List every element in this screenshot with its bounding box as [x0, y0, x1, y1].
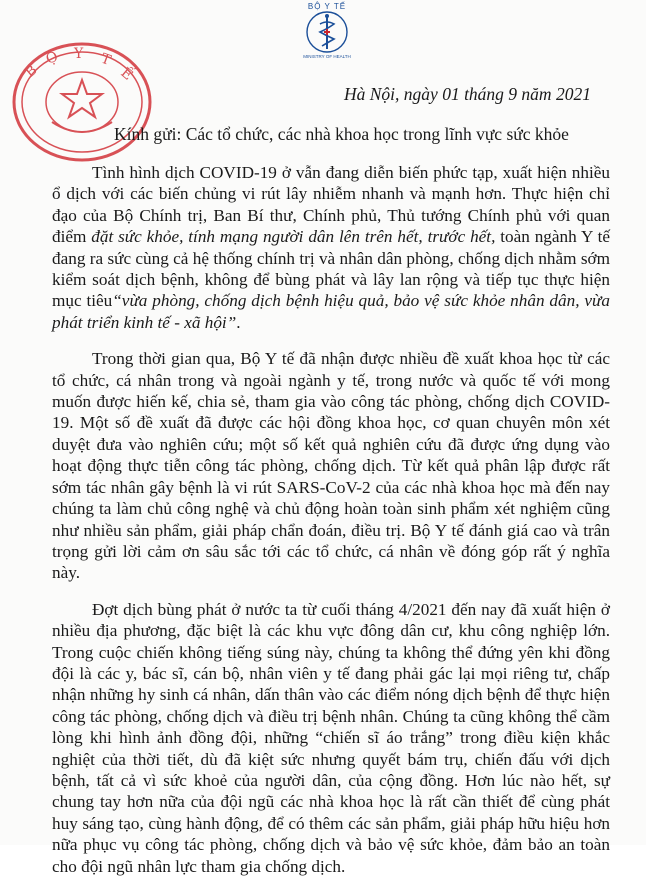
- paragraph-3: Đợt dịch bùng phát ở nước ta từ cuối tháng 4/2021 đến nay đã xuất hiện ở nhiều địa phương, đặc biệt là các khu vực đông dân cư, khu công nghiệp lớn. Trong cuộc chiến không tiếng súng này, chúng ta không thể đứng yên khi đồng đội là các y, bác sĩ, cán bộ, nhân viên y tế đang phải gác lại mọi riêng tư, chấp nhận những hy sinh cá nhân, dấn thân vào các điểm nóng dịch bệnh để thực hiện công tác phòng, chống dịch và điều trị bệnh nhân. Chúng ta cũng không thể cầm lòng khi hình ảnh đồng đội, những “chiến sĩ áo trắng” trong điều kiện khắc nghiệt của thời tiết, dù đã kiệt sức nhưng quyết bám trụ, chiến đấu với dịch bệnh, tất cả vì sức khoẻ của người dân, của cộng đồng. Hơn lúc nào hết, sự chung tay hơn nữa của đội ngũ các nhà khoa học là rất cần thiết để cùng phát huy sáng tạo, cùng hành động, để có thêm các sản phẩm, giải pháp hữu hiệu hơn nữa phục vụ công tác phòng, chống dịch và bảo vệ sức khỏe, đảm bảo an toàn cho đội ngũ nhân lực tham gia chống dịch.: [52, 599, 610, 876]
- paragraph-1-part-1: Tình hình dịch COVID-19 ở vẫn đang diễn biến phức tạp, xuất hiện nhiều ổ dịch với các biến chủng vi rút lây nhiễm nhanh và mạnh hơn. Thực hiện chỉ đạo của Bộ Chính trị, Ban Bí thư, Chính phủ, Thủ tướng Chính phủ với quan điểm: [52, 163, 610, 247]
- paragraph-1-emphasis-2: “vừa phòng, chống dịch bệnh hiệu quả, bảo vệ sức khỏe nhân dân, vừa phát triển kinh tế - xã hội”: [52, 291, 610, 332]
- paragraph-1-part-2: toàn ngành Y tế đang ra sức cùng cả hệ thống chính trị và nhân dân phòng, chống dịch nhằm sớm kiểm soát dịch bệnh, không để bùng phát và lây lan rộng và tiếp tục thực hiện mục tiêu: [52, 227, 610, 311]
- paragraph-1: [52, 162, 610, 333]
- logo-title: BỘ Y TẾ: [307, 2, 347, 11]
- svg-text:Ộ: Ộ: [43, 48, 61, 68]
- letter-salutation: Kính gửi: Các tổ chức, các nhà khoa học trong lĩnh vực sức khỏe: [114, 124, 569, 144]
- logo-subtitle: MINISTRY OF HEALTH: [303, 54, 351, 59]
- letter-date: Hà Nội, ngày 01 tháng 9 năm 2021: [344, 84, 591, 104]
- paragraph-1-emphasis-1: đặt sức khỏe, tính mạng người dân lên trên hết, trước hết,: [91, 227, 496, 247]
- svg-text:Y: Y: [74, 46, 84, 62]
- letter-body: [52, 162, 610, 892]
- svg-text:T: T: [98, 50, 113, 69]
- paragraph-2: Trong thời gian qua, Bộ Y tế đã nhận được nhiều đề xuất khoa học từ các tổ chức, cá nhân trong và ngoài ngành y tế, trong nước và quốc tế với mong muốn được hiến kế, chia sẻ, tham gia vào công tác phòng, chống dịch COVID-19. Một số đề xuất đã được các hội đồng khoa học, cơ quan chuyên môn xét duyệt đưa vào nghiên cứu; một số kết quả nghiên cứu đã được ứng dụng vào hoạt động thực tiễn công tác phòng, chống dịch. Từ kết quả phân lập được rất sớm tác nhân gây bệnh là vi rút SARS-CoV-2 của các nhà khoa học mà đến nay chúng ta làm chủ công nghệ và chủ động hoàn toàn sinh phẩm xét nghiệm cũng như nhiều sản phẩm, giải pháp chẩn đoán, điều trị. Bộ Y tế đánh giá cao và trân trọng gửi lời cảm ơn sâu sắc tới các tổ chức, cá nhân về đóng góp rất ý nghĩa này.: [52, 349, 610, 583]
- svg-text:B: B: [22, 62, 41, 82]
- ministry-logo: [296, 2, 358, 66]
- official-seal-stamp: [8, 38, 156, 166]
- svg-text:Ế: Ế: [117, 64, 136, 84]
- paragraph-1-part-3: .: [236, 312, 241, 332]
